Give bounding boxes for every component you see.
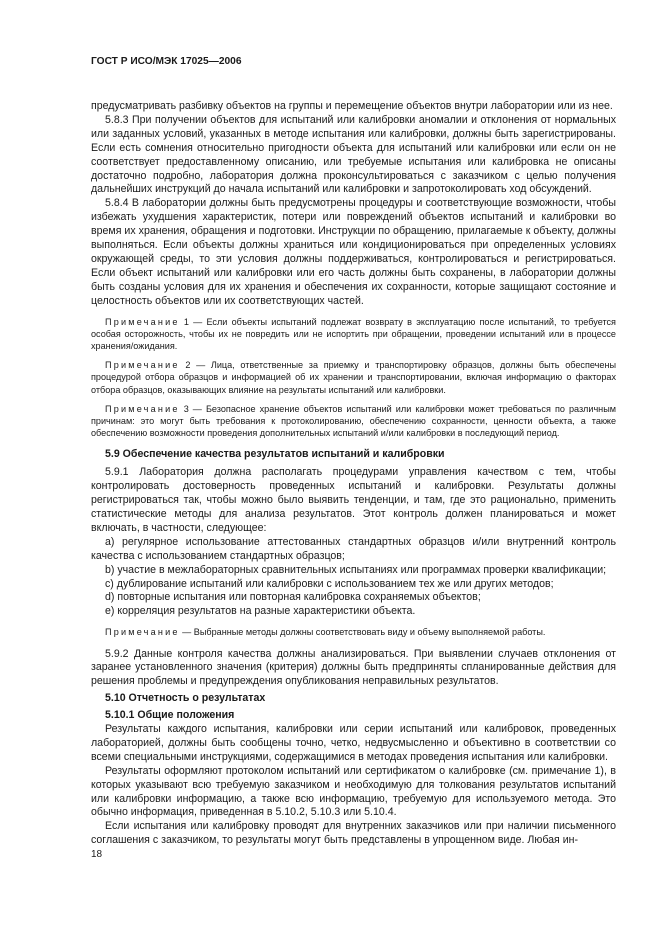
note-label: Примечание (105, 403, 180, 414)
paragraph-5-9-2: 5.9.2 Данные контроля качества должны анализироваться. При выявлении случаев отклонения от заранее установленного значения (критерия) должны быть предприняты спланированные действия для решения проблемы и предупреждения опубликования неправильных результатов. (91, 647, 616, 688)
paragraph-5-9-1: 5.9.1 Лаборатория должна располагать процедурами управления качеством с тем, чтобы контролировать достоверность проведенных испытаний и калибровки. Результаты должны регистрироваться так, чтобы можно было выявить тенденции, и там, где это рационально, применить статистические методы для анализа результатов. Этот контроль должен планироваться и может включать, в частности, следующее: (91, 466, 616, 534)
paragraph-report: Результаты оформляют протоколом испытаний или сертификатом о калибровке (см. примечание 1), в которых указывают всю требуемую заказчиком и необходимую для толкования результатов испытаний или калибровки информацию, а также всю информацию, требуемую для используемого метода. Это обычно информация, приведенная в 5.10.2, 5.10.3 или 5.10.4. (91, 764, 616, 819)
paragraph-5-8-3: 5.8.3 При получении объектов для испытаний или калибровки аномалии и отклонения от нормальных или заданных условий, указанных в методе испытания или калибровки, должны быть зарегистрированы. Если есть сомнения относительно пригодности объекта для испытаний или калибровки или если он не соответствует предоставленному описанию, или требуемые испытания или калибровка не описаны достаточно подробно, лаборатория должна проконсультироваться с заказчиком с целью получения дальнейших инструкций до начала испытаний или калибровки и запротоколировать ход обсуждений. (91, 113, 616, 196)
note-label: Примечание (105, 627, 180, 638)
paragraph: предусматривать разбивку объектов на группы и перемещение объектов внутри лаборатории или из нее. (91, 100, 613, 112)
note-text: 1 — Если объекты испытаний подлежат возврату в эксплуатацию после испытаний, то требуется особая осторожность, чтобы их не повредить или не испортить при обращении, проведении испытаний или в процессе хранения/ожидания. (91, 316, 616, 351)
note-methods (91, 626, 616, 638)
note-label: Примечание (105, 360, 180, 371)
note-1 (91, 316, 616, 353)
list-item-a: a) регулярное использование аттестованных стандартных образцов и/или внутренний контроль качества с использованием стандартных образцов; (91, 535, 616, 562)
note-2 (91, 359, 616, 396)
subsection-heading-5-10-1: 5.10.1 Общие положения (105, 709, 235, 722)
list-item-c: c) дублирование испытаний или калибровки с использованием тех же или других методов; (105, 577, 554, 590)
page-number: 18 (91, 849, 103, 860)
paragraph-5-8-4: 5.8.4 В лаборатории должны быть предусмотрены процедуры и соответствующие возможности, чтобы избежать ухудшения характеристик, потери или повреждений объектов испытаний и калибровки во время их хранения, обращения и подготовки. Инструкции по обращению, прилагаемые к объекту, должны выполняться. Если объекты должны храниться или кондиционироваться при определенных условиях окружающей среды, то эти условия должны поддерживаться, контролироваться и регистрироваться. Если объект испытаний или калибровки или его часть должны быть сохранены, в лаборатории должны быть созданы условия для их хранения и обеспечения их сохранности, которые защищают состояние и целостность объектов или их соответствующих частей. (91, 197, 616, 307)
note-text: 3 — Безопасное хранение объектов испытаний или калибровки может требоваться по различным причинам: это могут быть требования к протоколированию, обеспечению сохранности, ценности объекта, а также обеспечению возможности проведения дополнительных испытаний и/или калибровки в последующий период. (91, 403, 616, 439)
paragraph-results: Результаты каждого испытания, калибровки или серии испытаний или калибровок, проведенных лабораторией, должны быть сообщены точно, четко, недвусмысленно и объективно в соответствии со всеми специальными инструкциями, содержащимися в методах проведения испытания или калибровки. (91, 723, 616, 763)
section-heading-5-10: 5.10 Отчетность о результатах (105, 692, 266, 705)
list-item-e: e) корреляция результатов на разные характеристики объекта. (105, 605, 416, 618)
list-item-d: d) повторные испытания или повторная калибровка сохраняемых объектов; (105, 591, 481, 604)
list-item-b: b) участие в межлабораторных сравнительных испытаниях или программах проверки квалификации; (105, 563, 607, 576)
note-text: — Выбранные методы должны соответствовать виду и объему выполняемой работы. (179, 627, 546, 638)
document-header: ГОСТ Р ИСО/МЭК 17025—2006 (91, 56, 242, 67)
section-heading-5-9: 5.9 Обеспечение качества результатов испытаний и калибровки (105, 448, 445, 461)
note-3 (91, 403, 616, 440)
note-text: 2 — Лица, ответственные за приемку и транспортировку образцов, должны быть обеспечены процедурой отбора образцов и информацией об их хранении и транспортировании, включая информацию о факторах отбора образцов, оказывающих влияние на результаты испытаний или калибровки. (91, 360, 616, 395)
note-label: Примечание (105, 316, 180, 327)
paragraph-internal: Если испытания или калибровку проводят для внутренних заказчиков или при наличии письменного соглашения с заказчиком, то результаты могут быть представлены в упрощенном виде. Любая ин- (91, 820, 616, 847)
document-body (91, 100, 616, 848)
